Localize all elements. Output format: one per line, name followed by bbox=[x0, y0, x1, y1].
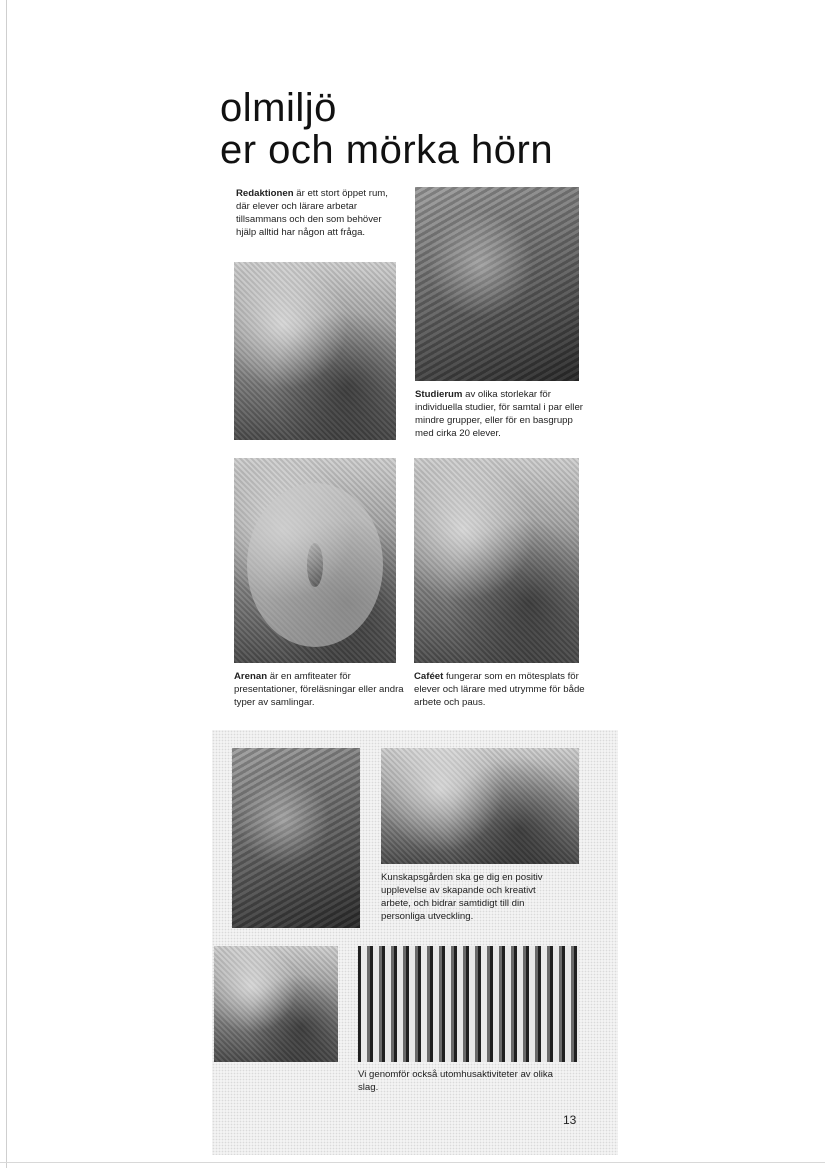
caption-studierum bbox=[415, 388, 583, 440]
caption-text: är ett stort öppet rum, där elever och lärare arbetar tillsammans och den som behöver hjälp alltid har någon att fråga. bbox=[236, 188, 388, 238]
caption-text: Kunskapsgården ska ge dig en positiv upplevelse av skapande och kreativt arbete, och bidrar samtidigt till din personliga utveckling. bbox=[381, 872, 543, 922]
photo-redaktionen bbox=[234, 262, 396, 440]
photo-cafeet bbox=[414, 458, 579, 663]
caption-utomhus bbox=[358, 1068, 558, 1094]
photo-kunskapsgarden bbox=[381, 748, 579, 864]
title-line-1: olmiljö bbox=[220, 86, 337, 130]
photo-creative-workshop bbox=[232, 748, 360, 928]
caption-text: Vi genomför också utomhusaktiviteter av olika slag. bbox=[358, 1069, 553, 1093]
caption-redaktionen bbox=[236, 187, 396, 239]
caption-lead: Studierum bbox=[415, 389, 463, 400]
photo-ski-equipment bbox=[358, 946, 579, 1062]
caption-text: av olika storlekar för individuella studier, för samtal i par eller mindre grupper, eller för en basgrupp med cirka 20 elever. bbox=[415, 389, 583, 439]
page-title bbox=[220, 88, 553, 170]
page-number: 13 bbox=[563, 1113, 577, 1127]
photo-arenan bbox=[234, 458, 396, 663]
caption-lead: Arenan bbox=[234, 671, 268, 682]
caption-text: är en amfiteater för presentationer, föreläsningar eller andra typer av samlingar. bbox=[234, 671, 404, 708]
page-bottom-rule bbox=[0, 1162, 825, 1163]
caption-kunskapsgarden bbox=[381, 871, 556, 923]
caption-lead: Redaktionen bbox=[236, 188, 294, 199]
photo-studierum bbox=[415, 187, 579, 381]
photo-laboratory bbox=[214, 946, 338, 1062]
caption-lead: Caféet bbox=[414, 671, 444, 682]
caption-arenan bbox=[234, 670, 404, 709]
caption-cafeet bbox=[414, 670, 592, 709]
title-line-2: er och mörka hörn bbox=[220, 128, 554, 172]
page-edge-rule bbox=[6, 0, 7, 1168]
caption-text: fungerar som en mötesplats för elever och lärare med utrymme för både arbete och paus. bbox=[414, 671, 585, 708]
